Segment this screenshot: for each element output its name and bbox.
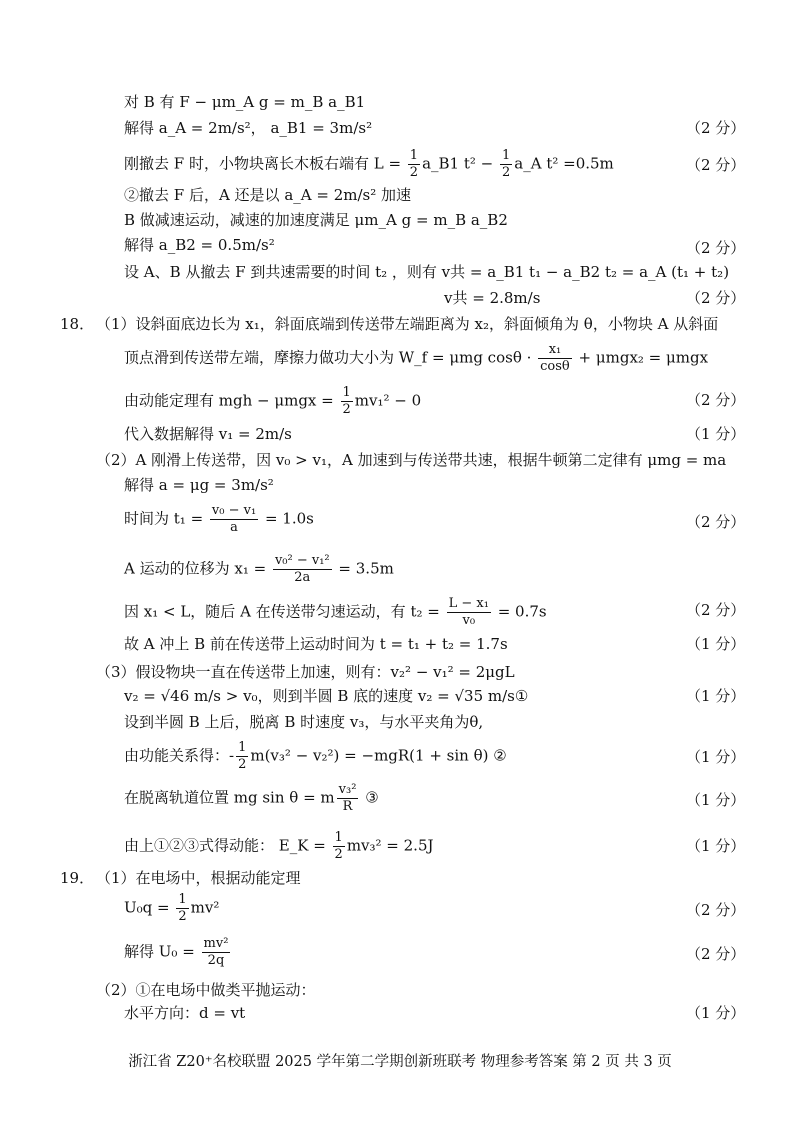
score-label: （1 分） <box>686 687 746 705</box>
score-label: （2 分） <box>686 513 746 531</box>
answer-line: v共 = 2.8m/s <box>444 289 541 307</box>
answer-line: 解得 a_A = 2m/s²， a_B1 = 3m/s² <box>124 119 373 137</box>
score-label: （2 分） <box>686 901 746 919</box>
answer-line: 故 A 冲上 B 前在传送带上运动时间为 t = t₁ + t₂ = 1.7s <box>124 635 508 653</box>
fraction: $\frac{1}{2}$ <box>178 892 187 924</box>
answer-line: （2）①在电场中做类平抛运动： <box>96 981 316 999</box>
score-label: （2 分） <box>686 601 746 619</box>
score-label: （2 分） <box>686 156 746 174</box>
score-label: （1 分） <box>686 425 746 443</box>
score-label: （2 分） <box>686 239 746 257</box>
score-label: （1 分） <box>686 837 746 855</box>
answer-line: 解得 a_B2 = 0.5m/s² <box>124 236 275 254</box>
answer-line: 在脱离轨道位置 mg sin θ = m $\frac{\text{v₃²}}{R}$ ③ <box>124 782 379 814</box>
score-label: （2 分） <box>686 391 746 409</box>
answer-line: 解得 U₀ = $\frac{\text{mv²}}{2q}$ <box>124 936 229 968</box>
answer-line: （2）A 刚滑上传送带，因 v₀ > v₁，A 加速到与传送带共速，根据牛顿第二定律有 μmg = ma <box>96 451 727 469</box>
answer-line: U₀q = $\frac{1}{2}$ mv² <box>124 892 220 924</box>
answer-line: v₂ = √46 m/s > v₀，则到半圆 B 底的速度 v₂ = √35 m/s① <box>124 687 529 705</box>
answer-line: ②撤去 F 后，A 还是以 a_A = 2m/s² 加速 <box>124 186 411 204</box>
page-footer: 浙江省 Z20⁺名校联盟 2025 学年第二学期创新班联考 物理参考答案 第 2 页 共 3 页 <box>128 1054 672 1070</box>
answer-line: 时间为 t₁ = $\frac{\text{v₀ − v₁}}{a}$ = 1.0s <box>124 503 314 535</box>
fraction: $\frac{1}{2}$ <box>334 830 343 862</box>
fraction: $\frac{\text{L − x₁}}{\text{v₀}}$ <box>448 596 489 628</box>
score-label: （2 分） <box>686 945 746 963</box>
score-label: （1 分） <box>686 748 746 766</box>
score-label: （1 分） <box>686 791 746 809</box>
answer-line: 水平方向：d = vt <box>124 1004 246 1022</box>
answer-line: 因 x₁ < L，随后 A 在传送带匀速运动，有 t₂ = $\frac{\text{L − x₁}}{\text{v₀}}$ = 0.7s <box>124 596 547 628</box>
answer-line: 设 A、B 从撤去 F 到共速需要的时间 t₂ ，则有 v共 = a_B1 t₁ − a_B2 t₂ = a_A (t₁ + t₂) <box>124 263 730 281</box>
answer-line: 设到半圆 B 上后，脱离 B 时速度 v₃，与水平夹角为θ, <box>124 713 484 731</box>
fraction: $\frac{\text{x₁}}{\cos\theta}$ <box>540 342 570 374</box>
fraction: $\frac{\text{v₀ − v₁}}{a}$ <box>211 503 257 535</box>
fraction: $\frac{1}{2}$ <box>409 148 419 180</box>
answer-line: （1）设斜面底边长为 x₁，斜面底端到传送带左端距离为 x₂，斜面倾角为 θ，小物块 A 从斜面 <box>96 315 719 333</box>
fraction: $\frac{1}{2}$ <box>238 740 247 772</box>
answer-line: 顶点滑到传送带左端，摩擦力做功大小为 W_f = μmg cosθ · $\frac{\text{x₁}}{\cos\theta}$ + μmgx₂ = μmgx <box>124 342 709 374</box>
answer-line: 代入数据解得 v₁ = 2m/s <box>124 425 292 443</box>
score-label: （2 分） <box>686 119 746 137</box>
answer-line: 由功能关系得：- $\frac{1}{2}$ m(v₃² − v₂²) = −mgR(1 + sin θ) ② <box>124 740 507 772</box>
answer-line: 由动能定理有 mgh − μmgx = $\frac{1}{2}$ mv₁² − 0 <box>124 385 422 417</box>
fraction: $\frac{\text{v₀² − v₁²}}{2a}$ <box>274 553 330 585</box>
question-number: 18． <box>60 315 95 333</box>
fraction: $\frac{1}{2}$ <box>502 148 511 180</box>
fraction: $\frac{1}{2}$ <box>342 385 351 417</box>
answer-line: 解得 a = μg = 3m/s² <box>124 476 274 494</box>
answer-line: （3）假设物块一直在传送带上加速，则有：v₂² − v₁² = 2μgL <box>96 663 515 681</box>
score-label: （2 分） <box>686 289 746 307</box>
answer-line: B 做减速运动，减速的加速度满足 μm_A g = m_B a_B2 <box>124 211 508 229</box>
answer-line: （1）在电场中，根据动能定理 <box>96 869 301 887</box>
answer-line: 对 B 有 F − μm_A g = m_B a_B1 <box>124 93 366 111</box>
question-number: 19． <box>60 869 95 887</box>
score-label: （1 分） <box>686 635 746 653</box>
answer-line: 由上①②③式得动能： E_K = $\frac{1}{2}$ mv₃² = 2.5J <box>124 830 434 862</box>
fraction: $\frac{\text{v₃²}}{R}$ <box>338 782 357 814</box>
answer-line: A 运动的位移为 x₁ = $\frac{\text{v₀² − v₁²}}{2a}$ = 3.5m <box>124 553 394 585</box>
answer-line: 刚撤去 F 时，小物块离长木板右端有 L = $\frac{1}{2}$ a_B1 t² − $\frac{1}{2}$ a_A t² =0.5m <box>124 148 614 180</box>
score-label: （1 分） <box>686 1004 746 1022</box>
fraction: $\frac{\text{mv²}}{2q}$ <box>203 936 229 968</box>
